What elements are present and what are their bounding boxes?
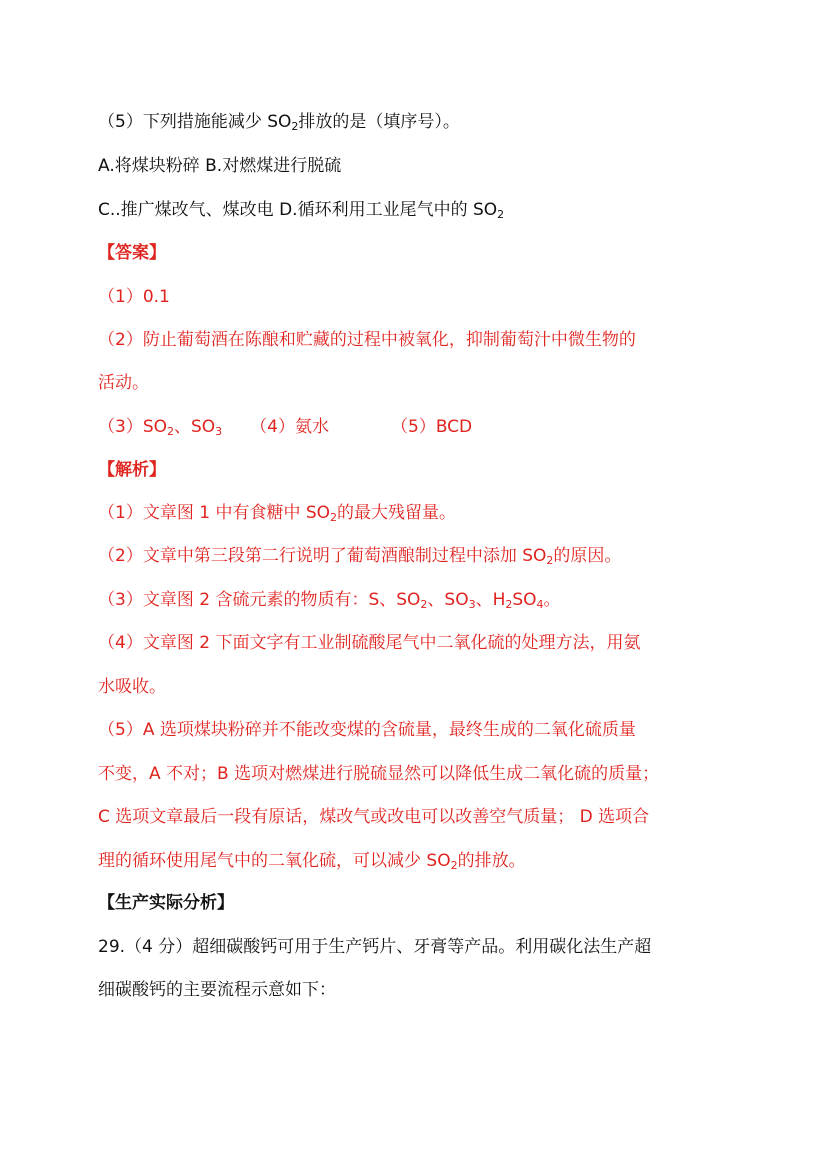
analysis-header: 【解析】 [98, 460, 166, 480]
q29-line1: 29.（4 分）超细碳酸钙可用于生产钙片、牙膏等产品。利用碳化法生产超 [98, 937, 652, 957]
section-header: 【生产实际分析】 [98, 893, 234, 913]
analysis-1: （1）文章图 1 中有食糖中 $SO_2$的最大残留量。 [98, 503, 457, 524]
analysis-4-line1: （4）文章图 2 下面文字有工业制硫酸尾气中二氧化硫的处理方法，用氨 [98, 633, 641, 653]
answer-2-line1: （2）防止葡萄酒在陈酿和贮藏的过程中被氧化，抑制葡萄汁中微生物的 [98, 330, 636, 350]
analysis-4-line2: 水吸收。 [98, 677, 166, 697]
q5-stem: （5）下列措施能减少 $SO_2$排放的是（填序号）。 [98, 112, 460, 133]
analysis-5-line1: （5）A 选项煤块粉碎并不能改变煤的含硫量，最终生成的二氧化硫质量 [98, 720, 636, 740]
q5-options-line2: C..推广煤改气、煤改电 D.循环利用工业尾气中的 $SO_2$ [98, 200, 505, 221]
answer-4: （4）氨水 [250, 417, 329, 437]
answer-header: 【答案】 [98, 243, 166, 263]
q5-options-line1: A.将煤块粉碎 B.对燃煤进行脱硫 [98, 156, 342, 176]
analysis-5-line2: 不变，A 不对；B 选项对燃煤进行脱硫显然可以降低生成二氧化硫的质量； [98, 764, 660, 784]
answer-3-4-5: $(3)SO_2$、$SO_3$ （4）氨水 （5）BCD [98, 417, 473, 438]
answer-1: （1）0.1 [98, 287, 170, 307]
analysis-3: （3）文章图 2 含硫元素的物质有：S、$SO_2$、$SO_3$、$H_2SO_4$。 [98, 590, 561, 611]
answer-3: （3）SO [98, 417, 167, 437]
answer-5: （5）BCD [391, 417, 473, 437]
answer-2-line2: 活动。 [98, 373, 149, 393]
q29-line2: 细碳酸钙的主要流程示意如下： [98, 980, 336, 1000]
analysis-5-line3: C 选项文章最后一段有原话，煤改气或改电可以改善空气质量； D 选项合 [98, 807, 650, 827]
analysis-5-line4: 理的循环使用尾气中的二氧化硫，可以减少 $SO_2$的排放。 [98, 851, 526, 872]
analysis-2: （2）文章中第三段第二行说明了葡萄酒酿制过程中添加 $SO_2$的原因。 [98, 546, 622, 567]
